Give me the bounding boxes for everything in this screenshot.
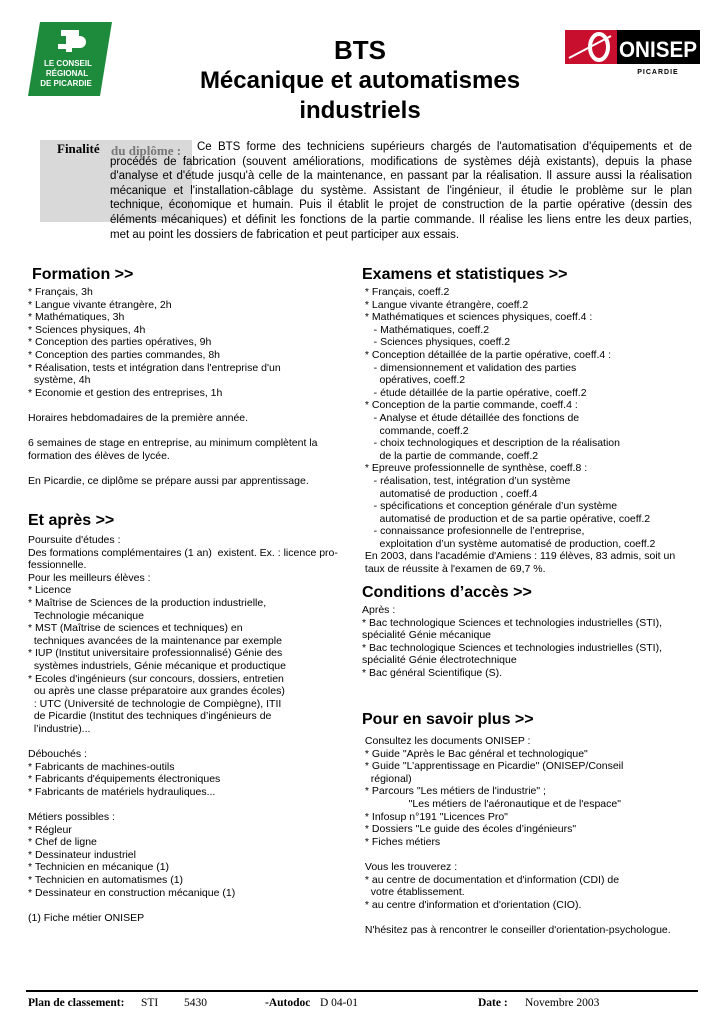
apres-heading: Et après >> (28, 512, 115, 529)
conditions-heading: Conditions d’accès >> (362, 584, 532, 601)
footer-rule (26, 990, 698, 992)
onisep-logo-subtext: PICARDIE (637, 69, 679, 76)
footer-plan-value: STI (141, 997, 159, 1009)
conseil-regional-logo (28, 22, 112, 96)
formation-text: * Français, 3h * Langue vivante étrangère, 2h * Mathématiques, 3h * Sciences physiques, 4h * Conception des parties opératives, 9h * Conception des parties commandes, 8h * Réalisation, tests et intégration dans l'entreprise d'un système, 4h * Economie et gestion des entreprises, 1h Horaires hebdomadaires de la première année. 6 semaines de stage en entreprise, au minimum complètent la formation des élèves de lycée. En Picardie, ce diplôme se prépare aussi par apprentissage. (28, 286, 318, 487)
title-line-3: industriels (299, 97, 421, 124)
conseil-logo-text-1: LE CONSEIL (43, 59, 93, 68)
footer-autodoc-label: -Autodoc (265, 997, 311, 1009)
finalite-label: Finalité (57, 141, 100, 156)
conditions-text: Après : * Bac technologique Sciences et technologies industrielles (STI), spécialité Génie mécanique * Bac technologique Sciences et technologies industrielles (STI), spécialité Génie électrotechnique * Bac général Scientifique (S). (362, 604, 662, 679)
conseil-logo-text-2: RÉGIONAL (45, 69, 89, 78)
footer-plan-number: 5430 (184, 997, 207, 1009)
finalite-text: Ce BTS forme des techniciens supérieurs chargés de l'automatisation d'équipements et de procédés de fabrication (souvent améliorations, modifications de systèmes déjà existants), depuis la phase d'analyse et d'étude jusqu'à celle de la maintenance, en passant par la réalisation. Il assure aussi la réalisation mécanique et l'installation-câblage du système. Assistant de l'ingénieur, il étudie le problème sur le plan technique, économique et humain. Puis il établit le projet de construction de la partie opérative (dessin des éléments mécaniques) et définit les fonctions de la partie commande. Il réalise les liens entre les deux parties, met au point les dossiers de fabrication et peut participer aux essais. (110, 141, 692, 241)
apres-text: Poursuite d'études : Des formations complémentaires (1 an) existent. Ex. : licence pro- fessionnelle. Pour les meilleurs élèves : * Licence * Maîtrise de Sciences de la production industrielle, Technologie mécanique * MST (Maîtrise de sciences et techniques) en techniques avancées de la maintenance par exemple * IUP (Institut universitaire professionnalisé) Génie des systèmes industriels, Génie mécanique et productique * Ecoles d'ingénieurs (sur concours, dossiers, entretien ou après une classe préparatoire aux grandes écoles) : UTC (Université de technologie de Compiègne), ITII de Picardie (Institut des techniques d’ingénieurs de l’industrie)... Débouchés : * Fabricants de machines-outils * Fabricants d'équipements électroniques * Fabricants de matériels hydrauliques... Métiers possibles : * Régleur * Chef de ligne * Dessinateur industriel * Technicien en mécanique (1) * Technicien en automatismes (1) * Dessinateur en construction mécanique (1) (1) Fiche métier ONISEP (28, 534, 338, 924)
page-title (130, 34, 590, 126)
title-line-2: Mécanique et automatismes (199, 67, 521, 94)
savoir-text: Consultez les documents ONISEP : * Guide "Après le Bac général et technologique" * Guide "L’apprentissage en Picardie" (ONISEP/Conseil régional) * Parcours "Les métiers de l'industrie" ; "Les métiers de l'aéronautique et de l'espace" * Infosup n°191 "Licences Pro" * Dossiers "Le guide des écoles d’ingénieurs" * Fiches métiers Vous les trouverez : * au centre de documentation et d'information (CDI) de votre établissement. * au centre d'information et d'orientation (CIO). N'hésitez pas à rencontrer le conseiller d'orientation-psychologue. (364, 735, 671, 936)
conseil-logo-text-3: DE PICARDIE (40, 79, 92, 88)
footer-plan-label: Plan de classement: (28, 997, 125, 1009)
examens-text: * Français, coeff.2 * Langue vivante étrangère, coeff.2 * Mathématiques et sciences physiques, coeff.4 : - Mathématiques, coeff.2 - Sciences physiques, coeff.2 * Conception détaillée de la partie opérative, coeff.4 : - dimensionnement et validation des parties opératives, coeff.2 - étude détaillée de la partie opérative, coeff.2 * Conception de la partie commande, coeff.4 : - Analyse et étude détaillée des fonctions de commande, coeff.2 - choix technologiques et description de la réalisation de la partie de commande, coeff.2 * Epreuve professionnelle de synthèse, coeff.8 : - réalisation, test, intégration d’un système automatisé de production , coeff.4 - spécifications et conception générale d’un système automatisé de production et de sa partie opérative, coeff.2 - connaissance profesionnelle de l’entreprise, exploitation d’un système automatisé de production, coeff.2 En 2003, dans l'académie d'Amiens : 119 élèves, 83 admis, soit un taux de réussite à l'examen de 69,7 %. (364, 286, 676, 576)
formation-heading: Formation >> (32, 266, 134, 283)
finalite-label-suffix: du diplôme : (111, 143, 182, 158)
footer-date-value: Novembre 2003 (525, 997, 600, 1009)
footer-date-label: Date : (478, 997, 508, 1009)
footer-autodoc-value: D 04-01 (320, 997, 359, 1009)
examens-heading: Examens et statistiques >> (362, 266, 568, 283)
savoir-heading: Pour en savoir plus >> (362, 711, 534, 728)
title-line-1: BTS (334, 35, 386, 65)
onisep-logo-text: ONISEP (619, 37, 697, 62)
